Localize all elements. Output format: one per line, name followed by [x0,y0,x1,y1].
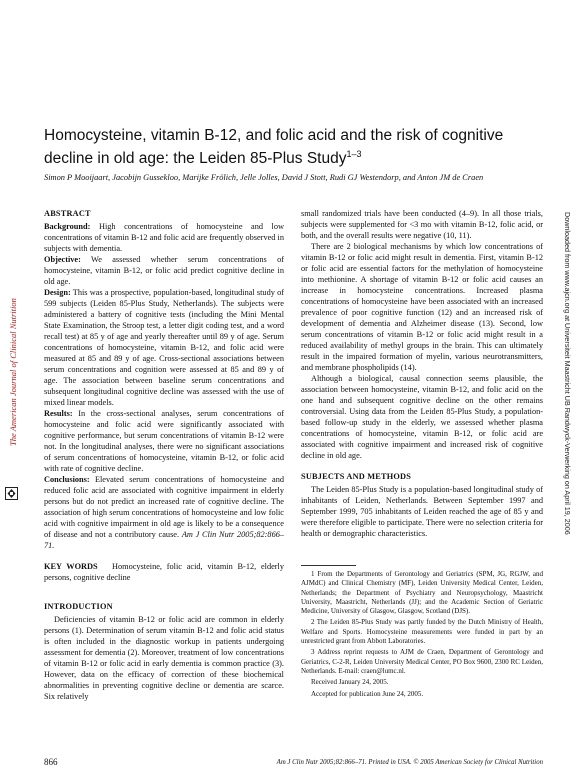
introduction-heading: INTRODUCTION [44,602,113,611]
journal-name-vertical: The American Journal of Clinical Nutrition [8,298,18,446]
received-date: Received January 24, 2005. [311,678,389,687]
footnote-funding: 2 The Leiden 85-Plus Study was partly funded by the Dutch Ministry of Health, Welfare and Sports. Homocysteine measurements were funded in part by an unrestricted grant from Abbott Laboratories. [301,618,543,646]
abstract-background [44,221,284,254]
abstract-heading: ABSTRACT [44,209,91,218]
spacer [301,461,543,471]
footnote-rule [301,565,356,566]
background-text: High concentrations of homocysteine and low concentrations of vitamin B-12 and folic acid are frequently observed in subjects with dementia. [44,222,284,253]
design-text: This was a prospective, population-based, longitudinal study of 599 subjects (Leiden 85-Plus Study, Netherlands). The subjects were administered a battery of cognitive tests (including the Mini Mental State Examination, the Stroop test, a letter digit coding test, and a word recall test) at 85 y of age and yearly thereafter until 89 y of age. Serum concentrations of homocysteine, vitamin B-12, and folic acid were measured at 85 and 89 y of age. Cross-sectional associations between serum concentrations and cognition were assessed at 85 and 89 y of age. The association between baseline serum concentrations and subsequent longitudinal cognitive decline was assessed with the use of mixed linear models. [44,288,284,407]
abstract-objective [44,254,284,287]
author-list: Simon P Mooijaart, Jacobijn Gussekloo, Marijke Frölich, Jelle Jolles, David J Stott, Rudi GJ Westendorp, and Anton JM de Craen [44,173,484,182]
abstract-results [44,408,284,474]
keywords [44,561,284,583]
download-notice-vertical: Downloaded from www.ajcn.org at Universiteit Maastricht UB Randwyck-Verwerking on April 19, 2006 [563,212,572,535]
abstract-design [44,287,284,408]
intro-paragraph-continued: small randomized trials have been conducted (4–9). In all those trials, subjects were supplemented for <3 mo with vitamin B-12, folic acid, or both, and the overall results were negative (10, 11). [301,209,543,240]
results-label: Results: [44,409,73,418]
footer-citation-text: Am J Clin Nutr 2005;82:866–71. Printed in USA. © 2005 American Society for Clinical Nutrition [276,759,543,766]
keywords-label: KEY WORDS [44,562,98,571]
background-label: Background: [44,222,91,231]
page-number: 866 [44,757,58,767]
article-title [44,127,544,168]
results-text: In the cross-sectional analyses, serum concentrations of homocysteine and folic acid were significantly associated with cognitive performance, but serum concentrations of vitamin B-12 were not. In the longitudinal analyses, there were no significant associations of serum concentrations of homocysteine, vitamin B-12, or folic acid with rate of cognitive decline. [44,409,285,473]
footnote-affiliations: 1 From the Departments of Gerontology and Geriatrics (SPM, JG, RGJW, and AJMdC) and Clinical Chemistry (MF), Leiden University Medical Center, Leiden, Netherlands; the Department of Psychiatry and Neuropsychology, Maastricht University, Maastricht, Netherlands (JJ); and the Academic Section of Geriatric Medicine, University of Glasgow, Glasgow, Scotland (DJS). [301,570,543,616]
footnote-address: 3 Address reprint requests to AJM de Craen, Department of Gerontology and Geriatrics, C-2-R, Leiden University Medical Center, PO Box 9600, 2300 RC Leiden, Netherlands. E-mail: craen@lumc.nl. [301,648,543,675]
aim-paragraph: Although a biological, causal connection seems plausible, the association between homocysteine, vitamin B-12, and folic acid on the one hand and subsequent cognitive decline on the other remains controversial. Using data from the Leiden 85-Plus Study, a population-based follow-up study in the elderly, we assessed whether plasma concentrations of homocysteine, vitamin B-12, or folic acid are associated with cognitive impairment and increased risk of cognitive decline in old age. [301,374,543,460]
mechanisms-paragraph: There are 2 biological mechanisms by which low concentrations of vitamin B-12 or folic acid might result in dementia. First, vitamin B-12 or folic acid are essential factors for the methylation of homocysteine into methionine. A shortage of vitamin B-12 or folic acid causes an increase in homocysteine concentrations. Increased plasma concentrations of homocysteine have been associated with an increased prevalence of poor cognitive function (12) and an increased risk of development of dementia and Alzheimer disease (13). Second, low serum concentrations of vitamin B-12 or folic acid might result in a reduced availability of methyl groups in the brain. This can ultimately result in the impaired formation of myelin, various neurotransmitters, and membrane phospholipids (14). [301,242,543,372]
keywords-text: Homocysteine, folic acid, vitamin B-12, elderly persons, cognitive decline [44,562,284,582]
journal-logo-icon [5,487,18,500]
footer-citation [196,759,543,766]
conclusions-text: Elevated serum concentrations of homocysteine and reduced folic acid are associated with cognitive impairment in elderly persons but do not predict an increased rate of cognitive decline. The association of high serum concentrations of homocysteine and low folic acid with cognitive impairment in old age is likely to be a consequence of disease and not a contributory cause. [44,475,284,539]
right-column [301,208,543,539]
methods-heading: SUBJECTS AND METHODS [301,472,412,481]
abstract-citation: Am J Clin Nutr 2005;82:866–71. [44,530,285,550]
objective-text: We assessed whether serum concentrations of homocysteine, vitamin B-12, or folic acid predict cognitive decline in old age. [44,255,284,286]
title-footnote-marks: 1–3 [346,149,362,159]
left-column [44,208,284,702]
article-title-text: Homocysteine, vitamin B-12, and folic acid and the risk of cognitive decline in old age: the Leiden 85-Plus Study [44,127,504,168]
spacer [44,583,284,601]
conclusions-label: Conclusions: [44,475,90,484]
methods-paragraph: The Leiden 85-Plus Study is a population-based longitudinal study of inhabitants of Leiden, Netherlands. Between September 1997 and September 1999, 705 inhabitants of Leiden reached the age of 85 y and were therefore eligible to participate. There were no selection criteria for health or demographic characteristics. [301,485,543,538]
abstract-conclusions [44,474,284,551]
intro-paragraph: Deficiencies of vitamin B-12 or folic acid are common in elderly persons (1). Determination of serum vitamin B-12 and folic acid status is often included in the diagnostic workup in patients undergoing assessment for dementia (2). Moreover, treatment of low concentrations of vitamin B-12 or folic acid in early dementia is common practice (3). However, data on the efficacy of correction of these biochemical abnormalities in preventing cognitive decline or dementia are scarce. Six relatively [44,615,284,701]
accepted-date: Accepted for publication June 24, 2005. [311,689,424,698]
design-label: Design: [44,288,71,297]
spacer [44,551,284,561]
footnotes [301,570,543,701]
objective-label: Objective: [44,255,81,264]
